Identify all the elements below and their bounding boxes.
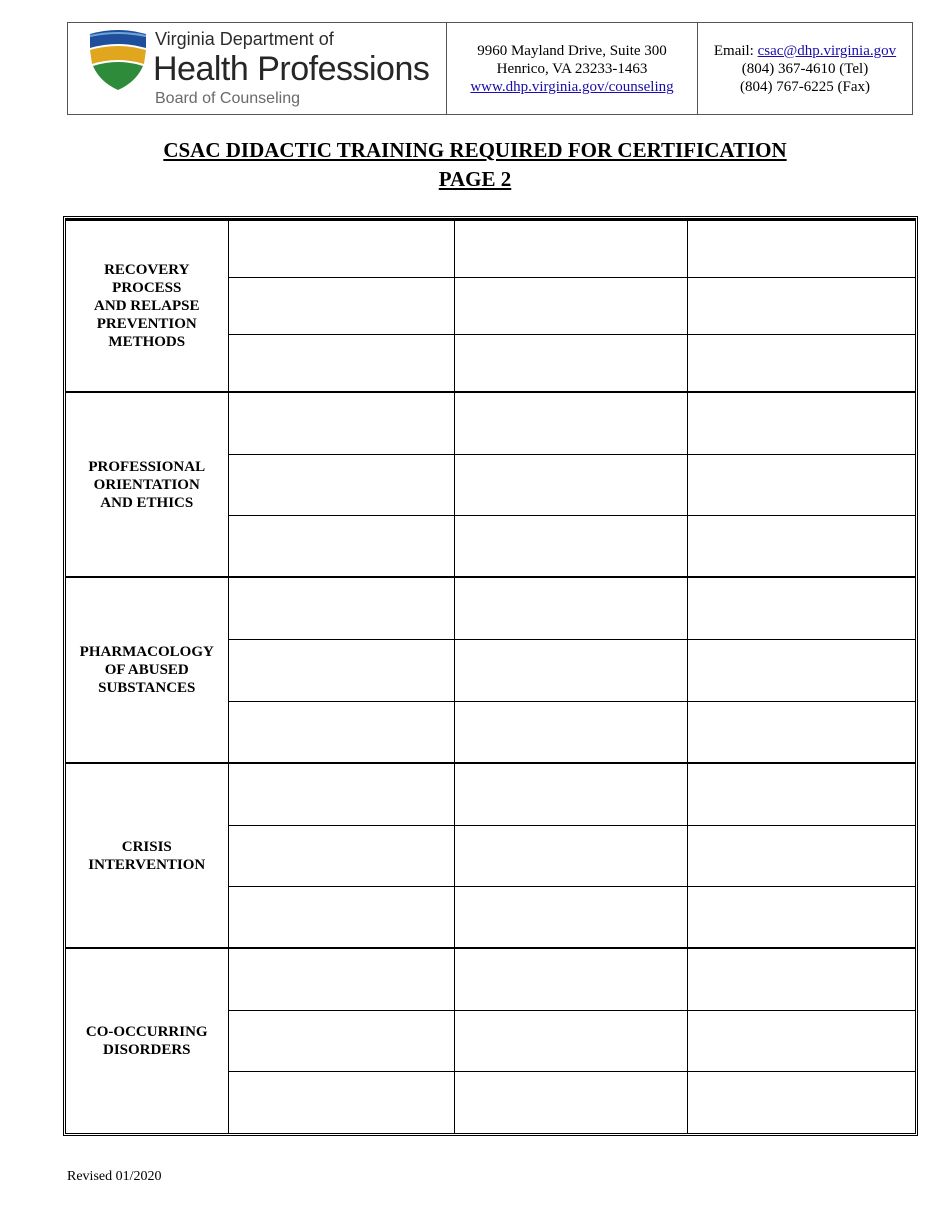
entry-cell[interactable] [454,392,687,454]
logo-line-1: Virginia Department of [155,29,334,49]
entry-cell[interactable] [454,577,687,639]
entry-cell[interactable] [228,220,454,277]
revision-date: Revised 01/2020 [67,1169,162,1184]
entry-cell[interactable] [687,454,915,515]
entry-cell[interactable] [687,886,915,948]
entry-cell[interactable] [687,277,915,334]
entry-cell[interactable] [454,277,687,334]
entry-cell[interactable] [228,825,454,886]
entry-cell[interactable] [228,392,454,454]
table-row [66,392,915,454]
entry-cell[interactable] [228,948,454,1010]
entry-cell[interactable] [454,639,687,701]
phone-tel: (804) 367-4610 (Tel) [741,60,869,77]
section-label-line: OF ABUSED [104,662,189,678]
entry-cell[interactable] [454,825,687,886]
entry-cell[interactable] [454,763,687,825]
entry-cell[interactable] [687,701,915,763]
entry-cell[interactable] [228,577,454,639]
entry-cell[interactable] [687,220,915,277]
address-block [447,23,698,114]
training-table-body [66,219,915,1134]
entry-cell[interactable] [228,639,454,701]
entry-cell[interactable] [228,1010,454,1071]
entry-cell[interactable] [454,1071,687,1133]
section-label-line: CRISIS [121,838,172,855]
page-title: CSAC DIDACTIC TRAINING REQUIRED FOR CERTIFICATION [163,138,787,162]
section-label-line: SUBSTANCES [98,680,196,696]
section-label [66,763,228,948]
website-link[interactable]: www.dhp.virginia.gov/counseling [470,78,674,95]
entry-cell[interactable] [687,639,915,701]
entry-cell[interactable] [454,1010,687,1071]
section-label-line: INTERVENTION [88,856,206,873]
entry-cell[interactable] [228,886,454,948]
section-label-line: PREVENTION [96,316,197,332]
entry-cell[interactable] [687,515,915,577]
agency-logo [68,23,447,114]
entry-cell[interactable] [687,1071,915,1133]
address-city: Henrico, VA 23233-1463 [496,60,648,77]
entry-cell[interactable] [687,1010,915,1071]
contact-block [698,23,912,114]
entry-cell[interactable] [228,1071,454,1133]
section-label-line: DISORDERS [102,1041,191,1058]
entry-cell[interactable] [228,334,454,392]
table-row [66,220,915,277]
entry-cell[interactable] [228,277,454,334]
entry-cell[interactable] [687,334,915,392]
email-label: Email: [713,42,758,59]
address-street: 9960 Mayland Drive, Suite 300 [477,42,667,59]
section-label-line: AND RELAPSE [94,298,200,314]
table-row [66,948,915,1010]
entry-cell[interactable] [687,392,915,454]
email-line [714,42,896,60]
entry-cell[interactable] [454,515,687,577]
section-label [66,577,228,763]
table-row [66,577,915,639]
section-label-line: PROCESS [112,280,182,296]
section-label-line: METHODS [108,334,186,350]
entry-cell[interactable] [687,948,915,1010]
section-label [66,948,228,1133]
section-label-line: ORIENTATION [93,476,200,493]
section-label-line: PROFESSIONAL [88,458,206,475]
entry-cell[interactable] [228,763,454,825]
shield-logo-icon [86,28,150,94]
entry-cell[interactable] [454,886,687,948]
entry-cell[interactable] [454,948,687,1010]
entry-cell[interactable] [687,825,915,886]
entry-cell[interactable] [228,701,454,763]
entry-cell[interactable] [228,454,454,515]
section-label-line: CO-OCCURRING [85,1023,208,1040]
logo-line-3: Board of Counseling [155,90,300,107]
entry-cell[interactable] [687,763,915,825]
entry-cell[interactable] [454,701,687,763]
table-row [66,763,915,825]
phone-fax: (804) 767-6225 (Fax) [740,78,870,95]
entry-cell[interactable] [454,220,687,277]
page-subtitle: PAGE 2 [438,167,512,191]
email-link[interactable]: csac@dhp.virginia.gov [757,42,897,59]
section-label [66,392,228,577]
entry-cell[interactable] [454,454,687,515]
section-label [66,220,228,392]
entry-cell[interactable] [454,334,687,392]
training-table [63,216,918,1136]
logo-line-2: Health Professions [153,50,430,88]
section-label-line: PHARMACOLOGY [79,644,214,660]
section-label-line: RECOVERY [104,262,190,278]
section-label-line: AND ETHICS [100,494,194,511]
entry-cell[interactable] [687,577,915,639]
entry-cell[interactable] [228,515,454,577]
letterhead [67,22,913,115]
